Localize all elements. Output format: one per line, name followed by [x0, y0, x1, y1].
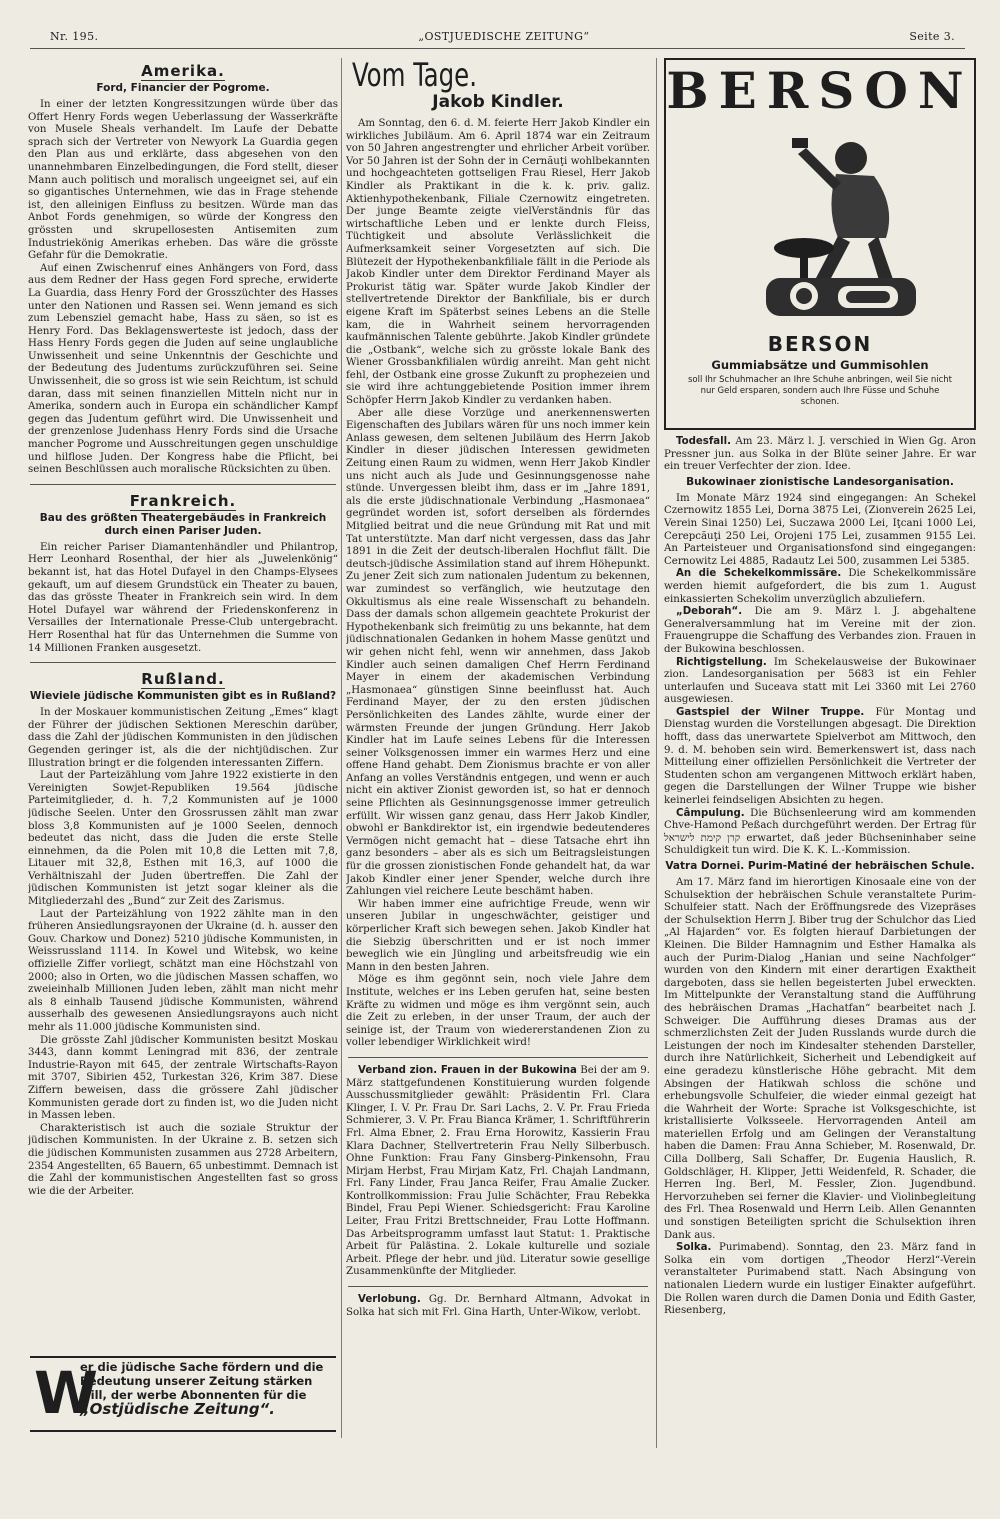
- article-paragraph: Möge es ihm gegönnt sein, noch viele Jahre dem Institute, welches er ins Leben gerufen hat, seine besten Kräfte zu widmen und möge es ihm vergönnt sein, auch die Zeit zu erleben, in der unser Traum, der auch der seinige ist, der Traum von wiedererstandenen Zion zu voller lebendiger Wirklichkeit wird!: [346, 974, 650, 1049]
- article-paragraph: Auf einen Zwischenruf eines Anhängers von Ford, dass aus dem Redner der Hass gegen Ford spreche, erwiderte La Guardia, dass Henry Ford der Grosszüchter des Hasses unter den Nationen und Rassen sei. Wenn jemand es sich zum Lebensziel gemacht habe, Hass zu säen, so ist es Henry Ford. Das Beklagenswerteste ist jedoch, dass der Hass Henry Fords gegen die Juden auf seine unglaubliche Unwissenheit und seine Unkenntnis der Geschichte und der Bedeutung des Judentums zurückzuführen sei. Seine Unwissenheit, die so gross ist wie sein Reichtum, ist schuld daran, dass mit seinen finanziellen Mitteln nicht nur in Amerika, sondern auch in Europa ein schändlicher Kampf gegen das Judentum geführt wird. Die Unwissenheit und der grenzenlose Judenhass Henry Fords sind die Ursache mancher Pogrome und Ausschreitungen gegen unschuldige und hilflose Juden. Der Kongress habe die Pflicht, bei seinen Beschlüssen auch moralische Rücksichten zu üben.: [28, 262, 338, 476]
- news-item: Am 17. März fand im hierortigen Kinosaale eine von der Schulsektion der hebräischen Schule veranstaltete Purim-Schulfeier statt. Nach der Eröffnungsrede des Vizepräses der Schulsektion Herrn J. Biber trug der Schulchor das Lied „Al Hajarden“ vor. Es folgten hierauf Darbietungen der Kleinen. Die Bilder Hamnagnim und Esther Hamalka als auch der Purim-Dialog „Hanian und seine Nachfolger“ wurden von den Kindern mit einer derartigen Exaktheit dargeboten, dass sie hellen begeisterten Jubel erweckten. Im Mittelpunkte der Veranstaltung stand die Aufführung des hebräischen Dramas „Hachatfan“ bearbeitet nach J. Schweiger. Die Aufführung dieses Dramas aus der schmerzlichsten Zeit der Juden Russlands wurde durch die Leistungen der noch im Kindesalter stehenden Darsteller, durch ihre Natürlichkeit, Sicherheit und Lebendigkeit auf eine geradezu künstlerische Höhe gebracht. Mit dem Absingen der Hatikwah schloss die schöne und erhebungsvolle Schulfeier, die wieder einmal gezeigt hat die Wahrheit der Worte: Sprache ist Volksgeschichte, ist kristallisierte Volksseele. Hervorragenden Anteil am materiellen Erfolg und am Gelingen der Veranstaltung haben die Damen: Frau Anna Schieber, M. Rosenwald, Dr. Cilla Dollberg, Sali Schaffer, Dr. Eugenia Hauslich, R. Goldschläger, H. Klipper, Jetti Weidenfeld, R. Schader, die Herren Ing. Berl, M. Fessler, Zion. Jugendbund. Hervorzuheben sei ferner die Klavier- und Violinbegleitung des Frl. Thea Rosenwald und Herrn Leib. Allen Genannten und sonstigen Beteiligten spricht die Schulsektion ihren Dank aus.: [664, 877, 976, 1241]
- section-heading-frankreich: Frankreich.: [129, 491, 237, 510]
- article-paragraph: Aber alle diese Vorzüge und anerkennenswerten Eigenschaften des Jubilars wären für uns noch immer kein Anlass gewesen, dem seltenen Jubiläum des Herrn Jakob Kindler in dieser jüdischen Interessen gewidmeten Zeitung einen Raum zu widmen, wenn Herr Jakob Kindler uns nicht auch als Jude und Gesinnungsgenosse nahe stünde. Unvergessen bleibt ihm, dass er im „Jahre 1891, als die erste jüdischnationale Verbindung „Hasmonaea“ gegründet worden ist, sofort derselben als förderndes Mitglied beitrat und die neue Gründung mit Rat und mit Tat unterstützte. Man darf nicht vergessen, dass das Jahr 1891 in die Zeit der deutsch-liberalen Hochflut fällt. Die deutsch-jüdische Assimilation stand auf ihrem Höhepunkt. Zu jener Zeit sich zum nationalen Judentum zu bekennen, war zumindest so verfänglich, wie heutzutage den Okkultismus als eine reale Wissenschaft zu behandeln. Dass der damals schon allgemein geachtete Prokurist der Hypothekenbank sich freimütig zu uns bekannte, hat dem jüdischnationalen Gedanken in hohem Masse genützt und wir gehen nicht fehl, wenn wir annehmen, dass Jakob Kindler auch seinen damaligen Chef Herrn Ferdinand Mayer in einem der akademischen Verbindung „Hasmonaea“ günstigen Sinne beeinflusst hat. Auch Ferdinand Mayer, der zu den ersten jüdischen Persönlichkeiten des Landes zählte, wurde einer der wärmsten Freunde der jungen Gründung. Herr Jakob Kindler hat im Laufe seines Lebens für die Interessen seiner Volksgenossen immer ein warmes Herz und eine offene Hand gehabt. Dem Zionismus brachte er von aller Anfang an volles Verständnis entgegen, und wenn er auch nicht ein aktiver Zionist geworden ist, so hat er dennoch seine Pflichten als Gesinnungsgenosse immer getreulich erfüllt. Wir wissen ganz genau, dass Herr Jakob Kindler, obwohl er Bankdirektor ist, ein irgendwie bedeutenderes Vermögen nicht gemacht hat – diese Tatsache ehrt ihn ganz besonders – aber als es sich um Beitragsleistungen für die grossen zionistischen Fonde gehandelt hat, da war Jakob Kindler einer jener Spender, welche durch ihre Zahlungen viel reichere Leute beschämt haben.: [346, 407, 650, 898]
- article-title-ford: Ford, Financier der Pogrome.: [96, 82, 270, 94]
- section-heading-russland: Rußland.: [141, 670, 225, 689]
- article-paragraph: Am Sonntag, den 6. d. M. feierte Herr Jakob Kindler ein wirkliches Jubiläum. Am 6. April 1874 war ein Zeitraum von 50 Jahren angestrengter und ehrlicher Arbeit vorüber. Vor 50 Jahren ist der Sohn der in Cernăuţi wohlbekannten und hochgeachteten gottseligen Frau Riesel, Herr Jakob Kindler als Praktikant in die k. k. priv. galiz. Aktienhypothekenbank, Filiale Czernowitz eingetreten. Der junge Beamte zeigte vielVerständnis für das wirtschaftliche Leben und er lenkte durch Fleiss, Tüchtigkeit und absolute Verlässlichkeit die Aufmerksamkeit seiner Vorgesetzten auf sich. Die Blütezeit der Hypothekenbankfiliale fällt in die Periode als Jakob Kindler unter dem Direktor Ferdinand Mayer als Prokurist tätig war. Später wurde Jakob Kindler der stellvertretende Direktor der Bankfiliale, bis er durch eigene Kraft im Späterbst seines Lebens an die Stelle kam, die in Wahrheit seinem hervorragenden kaufmännischen Talente gebührte. Jakob Kindler gründete die „Ostbank“, welche sich zu grösste lokale Bank des Wiener Grossbankfilialen würdig anreiht. Man geht nicht fehl, der Ostbank eine grosse Zukunft zu prophezeien und sie wird ihre achtunggebietende Position immer ihrem Schöpfer Herrn Jakob Kindler zu verdanken haben.: [346, 118, 650, 407]
- article-paragraph: Charakteristisch ist auch die soziale Struktur der jüdischen Kommunisten. In der Ukraine z. B. setzen sich die jüdischen Kommunisten zusammen aus 2728 Arbeitern, 2354 Angestellten, 65 Bauern, 65 unbestimmt. Demnach ist die Zahl der kommunistischen Angestellten fast so gross wie die der Arbeiter.: [28, 1122, 338, 1197]
- shoemaker-illustration: [746, 128, 926, 328]
- article-paragraph: Ein reicher Pariser Diamantenhändler und Philantrop, Herr Leonhard Rosenthal, der hier als „Juwelenkönig“ bekannt ist, hat das Hotel Dufayel in den Champs-Elysees gekauft, um auf diesem Grundstück ein Theater zu bauen, das das grösste Theater in Frankreich sein wird. In dem Hotel Dufayel war während der Friedenskonferenz in Versailles der Internationale Presse-Club untergebracht. Herr Rosenthal hat für das Unternehmen die Summe von 14 Millionen Franken ausgesetzt.: [28, 541, 338, 654]
- section-heading-vom-tage: Vom Tage.: [352, 58, 478, 94]
- section-heading-amerika: Amerika.: [141, 62, 225, 80]
- news-item: An die Schekelkommissäre. Die Schekelkommissäre werden hiemit aufgefordert, die bis zum 1. August einkassierten Schekolim unverzüglich abzuliefern.: [664, 568, 976, 605]
- header-rule: [30, 48, 965, 49]
- column-divider: [341, 58, 342, 1438]
- news-heading: Bukowinaer zionistische Landesorganisation.: [686, 475, 954, 488]
- column-divider: [656, 58, 657, 1448]
- divider: [348, 1057, 648, 1058]
- column-middle: [346, 58, 650, 1458]
- news-item: Im Monate März 1924 sind eingegangen: An Schekel Czernowitz 1855 Lei, Dorna 3875 Lei, (Zionverein 2625 Lei, Verein Sinai 1250) Lei, Suczawa 2000 Lei, Iţcani 1000 Lei, Cerepcăuţi 250 Lei, Orojeni 175 Lei, zusammen 9155 Lei. An Parteisteuer und Organisationsfond sind eingegangen: Cernowitz Lei 4885, Radautz Lei 500, zusammen Lei 5385.: [664, 492, 976, 567]
- article-title-kindler: Jakob Kindler.: [432, 92, 564, 112]
- article-paragraph: Wir haben immer eine aufrichtige Freude, wenn wir unseren Jubilar in ungeschwächter, geistiger und körperlicher Kraft sich bewegen sehen. Jakob Kindler hat die Siebzig überschritten und er ist noch immer beweglich wie ein Jüngling und arbeitsfreudig wie ein Mann in den besten Jahren.: [346, 898, 650, 973]
- promo-text: er die jüdische Sache fördern und die Bedeutung unserer Zeitung stärken will, der werbe Abonnenten für die „Ostjüdische Zeitung“.: [80, 1360, 324, 1418]
- ad-brand-title: BERSON: [666, 61, 974, 120]
- article-paragraph: Die grösste Zahl jüdischer Kommunisten besitzt Moskau 3443, dann kommt Leningrad mit 836, der zentrale Industrie-Rayon mit 645, der zentrale Wirtschafts-Rayon mit 3707, Sibirien 452, Turkestan 326, Krim 387. Diese Ziffern beweisen, dass die grössere Zahl jüdischer Kommunisten gerade dort zu finden ist, wo die Juden nicht in Massen leben.: [28, 1034, 338, 1122]
- news-item: Todesfall. Am 23. März l. J. verschied in Wien Gg. Aron Pressner jun. aus Solka in der Blüte seiner Jahre. Er war ein treuer Verfechter der zion. Idee.: [664, 436, 976, 473]
- page-header: [50, 30, 955, 46]
- article-paragraph: In einer der letzten Kongressitzungen würde über das Offert Henry Fords wegen Ueberlassung der Wasserkräfte von Musele Sheals verhandelt. Im Laufe der Debatte sprach sich der Vertreter von Newyork La Guardia gegen den Plan aus und erklärte, dass abgesehen von den unannehmbaren Einzelbedingungen, die Ford stellt, dieser Mann auch politisch und moralisch ungeeignet sei, auf ein so gigantisches Unternehmen, wie das in Frage stehende ist, den alleinigen Einfluss zu besitzen. Würde man das Anbot Fords genehmigen, so würde der Kongress den grössten und skrupellosesten Antisemiten zum Industriekönig Amerikas erheben. Das wäre die grösste Gefahr für die Demokratie.: [28, 99, 338, 262]
- news-item: Solka. Purimabend). Sonntag, den 23. März fand in Solka ein vom dortigen „Theodor Herzl“-Verein veranstalteter Purimabend statt. Nach Absingung von nationalen Liedern wurde ein lustiger Einakter aufgeführt. Die Rollen waren durch die Damen Donia und Edith Gaster, Riesenberg,: [664, 1242, 976, 1317]
- subscription-promo: [30, 1356, 336, 1432]
- page-number: Seite 3.: [909, 30, 955, 43]
- article-paragraph: Laut der Parteizählung von 1922 zählte man in den früheren Ansiedlungsrayonen der Ukraine (d. h. ausser den Gouv. Charkow und Donez) 5210 jüdische Kommunisten, in Weissrussland 1114. In Kowel und Witebsk, wo keine offizielle Ziffer vorliegt, schätzt man eine Höchstzahl von 2000; also in Orten, wo die jüdischen Massen schaffen, wo zweieinhalb Millionen Juden leben, zählt man nicht mehr als 8 einhalb Tausend jüdische Kommunisten, während ausserhalb des gewesenen Ansiedlungsrayons auch nicht mehr als 11.000 jüdische Kommunisten sind.: [28, 908, 338, 1033]
- column-left: [28, 58, 338, 1448]
- promo-paper-name: „Ostjüdische Zeitung“.: [80, 1400, 275, 1418]
- promo-initial: W: [34, 1359, 98, 1427]
- verband-notice: Verband zion. Frauen in der Bukowina Bei der am 9. März stattgefundenen Konstituierung wurden folgende Ausschussmitglieder gewählt: Präsidentin Frl. Clara Klinger, I. V. Pr. Frau Dr. Sari Lachs, 2. V. Pr. Frau Frieda Schmierer, 3. V. Pr. Frau Bianca Krämer, 1. Schriftführerin Frl. Alma Ebner, 2. Frau Erna Horowitz, Kassierin Frau Klara Dachner, Stellvertreterin Frau Nelly Silberbusch. Ohne Funktion: Frau Fany Ginsberg-Pinkensohn, Frau Mirjam Herbst, Frau Mirjam Katz, Frl. Chajah Landmann, Frl. Fany Linder, Frau Janca Reifer, Frau Amalie Zucker. Kontrollkommission: Frau Julie Schächter, Frau Rebekka Bindel, Frau Pepi Wiener. Schiedsgericht: Frau Karoline Leiter, Frau Fritzi Brettschneider, Frau Lotte Hoffmann. Das Arbeitsprogramm umfasst laut Statut: 1. Praktische Arbeit für Palästina. 2. Lokale kulturelle und soziale Arbeit. Pflege der hebr. und jüd. Literatur sowie gesellige Zusammenkünfte der Mitglieder.: [346, 1064, 650, 1278]
- article-paragraph: In der Moskauer kommunistischen Zeitung „Emes“ klagt der Führer der jüdischen Sektionen Mereschin darüber, dass die Zahl der jüdischen Kommunisten in den jüdischen Gegenden geringer ist, als die der nichtjüdischen. Zur Illustration bringt er die folgenden interessanten Ziffern.: [28, 707, 338, 769]
- news-item: Gastspiel der Wilner Truppe. Für Montag und Dienstag wurden die Vorstellungen abgesagt. Die Direktion hofft, dass das unerwartete Spielverbot am Mittwoch, den 9. d. M. behoben sein wird. Bemerkenswert ist, dass nach Mitteilung einer offiziellen Persönlichkeit die Vertreter der Studenten schon am vergangenen Mittwoch erklärt haben, gegen die Darstellungen der Wilner Truppe wie bisher keinerlei feindseligen Absichten zu hegen.: [664, 706, 976, 807]
- article-paragraph: Laut der Parteizählung vom Jahre 1922 existierte in den Vereinigten Sowjet-Republiken 19.564 jüdische Parteimitglieder, d. h. 7,2 Kommunisten auf je 1000 jüdische Seelen. Unter den Grossrussen zählt man zwar bloss 3,8 Kommunisten auf je 1000 Seelen, dennoch bedeutet das nicht, dass die Juden die erste Stelle einnehmen, da die Polen mit 10,8 die Letten mit 7,8, Litauer mit 32,8, Esthen mit 16,3, auf 1000 die Verhältniszahl der Juden übertreffen. Die Zahl der jüdischen Kommunisten ist jetzt sogar kleiner als die Mitgliederzahl des „Bund“ zur Zeit des Zarismus.: [28, 770, 338, 908]
- news-heading: Vatra Dornei. Purim-Matiné der hebräischen Schule.: [665, 860, 975, 872]
- article-title-kommunisten: Wieviele jüdische Kommunisten gibt es in Rußland?: [29, 690, 337, 703]
- berson-advertisement: [664, 58, 976, 430]
- article-title-theater: Bau des größten Theatergebäudes in Frankreich durch einen Pariser Juden.: [39, 511, 327, 537]
- news-item: Richtigstellung. Im Schekelausweise der Bukowinaer zion. Landesorganisation per 5683 ist ein Fehler unterlaufen und Suceava statt mit Lei 3360 mit Lei 2760 ausgewiesen.: [664, 656, 976, 706]
- verlobung-notice: Verlobung. Gg. Dr. Bernhard Altmann, Advokat in Solka hat sich mit Frl. Gina Harth, Unter-Wikow, verlobt.: [346, 1294, 650, 1318]
- column-right: [664, 58, 976, 1498]
- divider: [30, 484, 336, 485]
- issue-number: Nr. 195.: [50, 30, 99, 43]
- ad-small-text: soll Ihr Schuhmacher an Ihre Schuhe anbringen, weil Sie nicht nur Geld ersparen, sondern auch Ihre Füsse und Schuhe schonen.: [687, 375, 953, 407]
- ad-brand-subtitle: BERSON: [767, 332, 873, 356]
- divider: [30, 662, 336, 663]
- news-item: „Deborah“. Die am 9. März l. J. abgehaltene Generalversammlung hat im Vereine mit der zion. Frauengruppe die Schaffung des Verbandes zion. Frauen in der Bukowina beschlossen.: [664, 606, 976, 655]
- news-item: Câmpulung. Die Büchsenleerung wird am kommenden Chve-Hamond Peßach durchgeführt werden. Der Ertrag für קרן קימת לישראל erwartet, daß jeder Büchseninhaber seine Schuldigkeit tun wird. Die K. K. L.-Kommission.: [664, 807, 976, 857]
- newspaper-title: „OSTJUEDISCHE ZEITUNG“: [418, 30, 590, 43]
- divider: [348, 1286, 648, 1287]
- ad-tagline: Gummiabsätze und Gummisohlen: [711, 358, 929, 372]
